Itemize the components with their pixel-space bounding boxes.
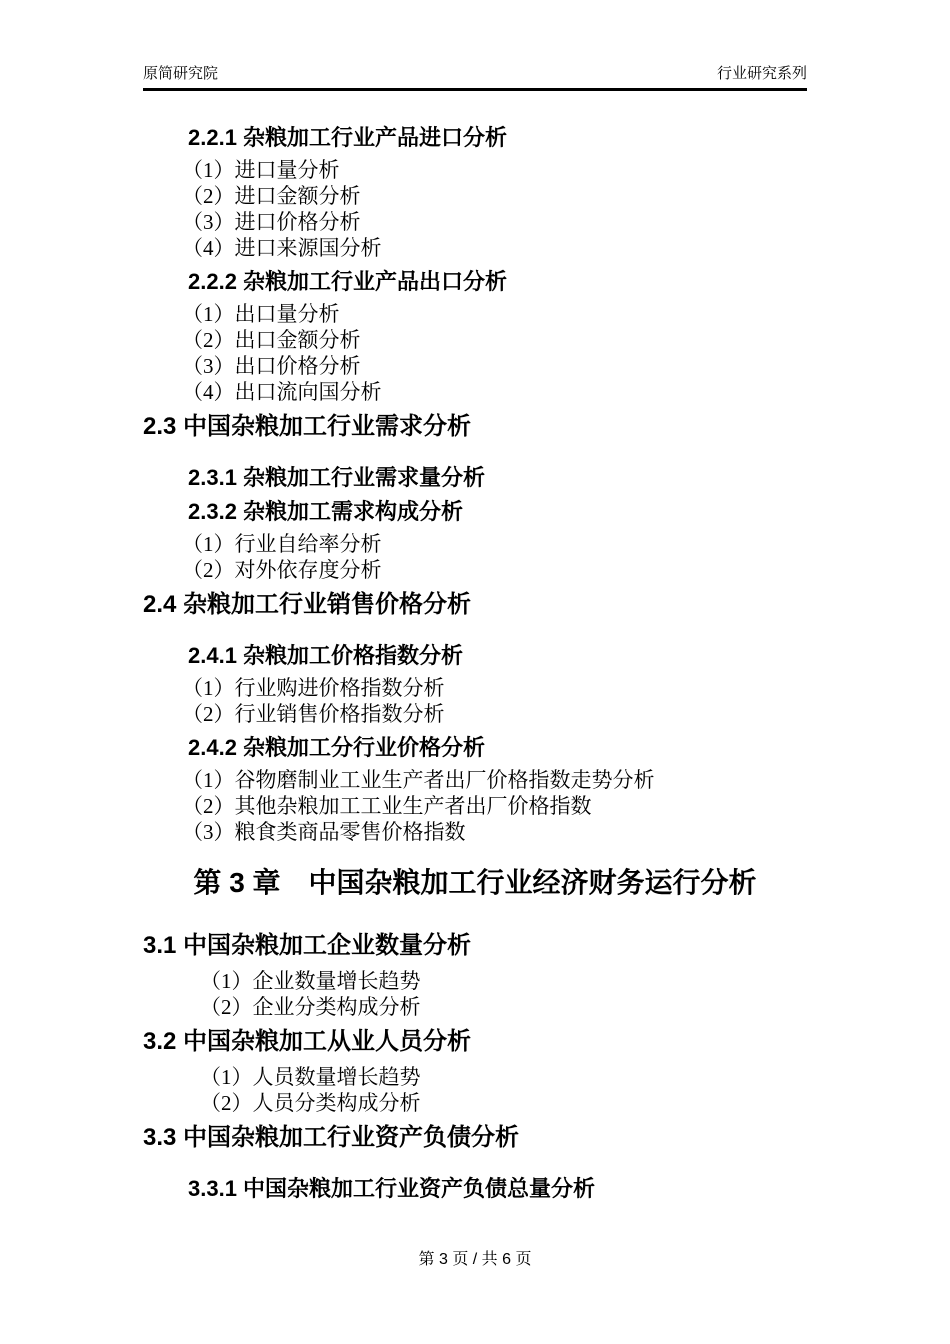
toc-item: （2）行业销售价格指数分析 — [182, 702, 445, 726]
toc-heading-2-4-2: 2.4.2 杂粮加工分行业价格分析 — [188, 735, 486, 760]
toc-item: （1）进口量分析 — [182, 158, 340, 182]
toc-heading-3-1: 3.1 中国杂粮加工企业数量分析 — [143, 932, 472, 959]
toc-item: （1）出口量分析 — [182, 302, 340, 326]
toc-item: （1）企业数量增长趋势 — [200, 969, 421, 993]
page-number-label: 第 3 页 / 共 6 页 — [418, 1251, 532, 1268]
page-footer — [0, 1250, 950, 1270]
toc-item-group — [200, 1064, 807, 1116]
toc-heading-2-4: 2.4 杂粮加工行业销售价格分析 — [143, 591, 472, 618]
toc-item-group — [182, 675, 807, 727]
toc-item-group — [182, 531, 807, 583]
toc-item: （3）出口价格分析 — [182, 354, 361, 378]
toc-item: （4）进口来源国分析 — [182, 236, 382, 260]
page-header — [143, 0, 807, 91]
toc-heading-3-2: 3.2 中国杂粮加工从业人员分析 — [143, 1028, 472, 1055]
toc-item-group — [200, 968, 807, 1020]
toc-heading-2-3-2: 2.3.2 杂粮加工需求构成分析 — [188, 499, 464, 524]
toc-heading-3-3: 3.3 中国杂粮加工行业资产负债分析 — [143, 1124, 520, 1151]
toc-item-group — [182, 301, 807, 405]
toc-heading-2-3-1: 2.3.1 杂粮加工行业需求量分析 — [188, 465, 486, 490]
toc-item: （2）对外依存度分析 — [182, 558, 382, 582]
toc-heading-2-4-1: 2.4.1 杂粮加工价格指数分析 — [188, 643, 464, 668]
toc-item: （2）其他杂粮加工工业生产者出厂价格指数 — [182, 794, 592, 818]
toc-item: （3）粮食类商品零售价格指数 — [182, 820, 466, 844]
toc-item-group — [182, 767, 807, 845]
header-left-label: 原简研究院 — [143, 65, 219, 82]
toc-content — [143, 123, 807, 1204]
toc-heading-2-2-1: 2.2.1 杂粮加工行业产品进口分析 — [188, 125, 508, 150]
chapter-3-title: 第 3 章 中国杂粮加工行业经济财务运行分析 — [193, 867, 757, 898]
toc-item: （1）谷物磨制业工业生产者出厂价格指数走势分析 — [182, 768, 655, 792]
toc-item: （4）出口流向国分析 — [182, 380, 382, 404]
toc-item: （2）进口金额分析 — [182, 184, 361, 208]
toc-heading-2-2-2: 2.2.2 杂粮加工行业产品出口分析 — [188, 269, 508, 294]
toc-item-group — [182, 157, 807, 261]
toc-item: （1）人员数量增长趋势 — [200, 1065, 421, 1089]
toc-item: （2）出口金额分析 — [182, 328, 361, 352]
toc-item: （1）行业自给率分析 — [182, 532, 382, 556]
header-right-label: 行业研究系列 — [716, 65, 807, 82]
toc-item: （2）人员分类构成分析 — [200, 1091, 421, 1115]
toc-heading-3-3-1: 3.3.1 中国杂粮加工行业资产负债总量分析 — [188, 1176, 596, 1201]
toc-item: （2）企业分类构成分析 — [200, 995, 421, 1019]
toc-item: （1）行业购进价格指数分析 — [182, 676, 445, 700]
toc-item: （3）进口价格分析 — [182, 210, 361, 234]
toc-heading-2-3: 2.3 中国杂粮加工行业需求分析 — [143, 413, 472, 440]
